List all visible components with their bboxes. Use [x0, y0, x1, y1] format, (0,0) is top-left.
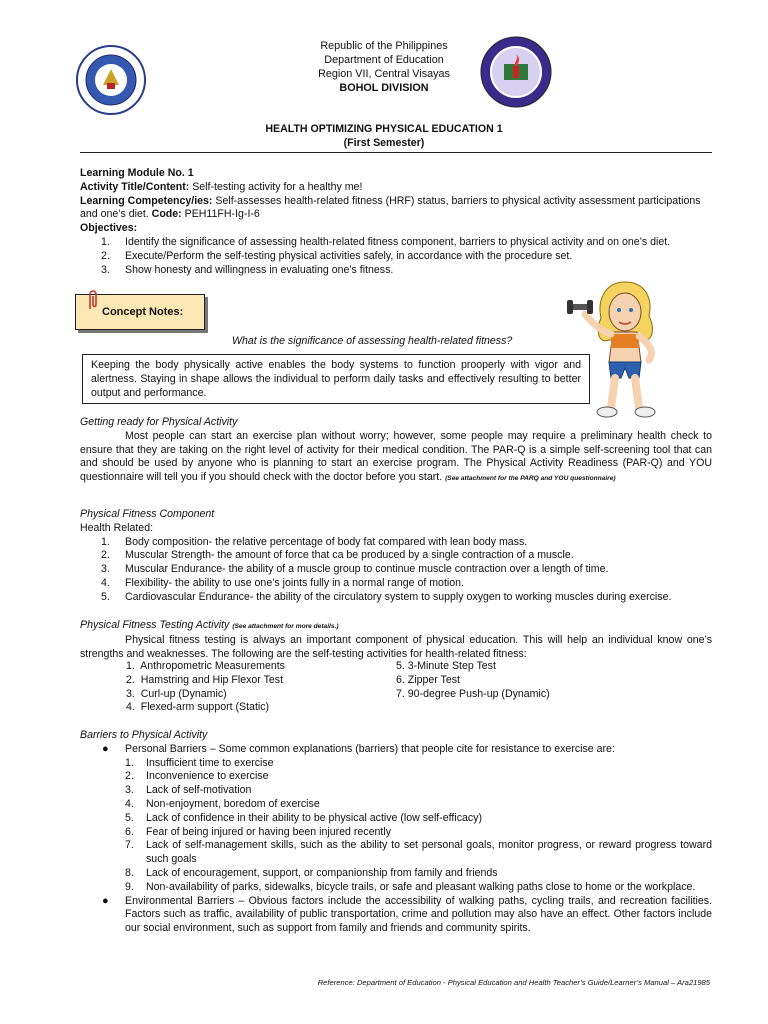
barrier-item: 2. Inconvenience to exercise — [125, 770, 269, 783]
barriers-heading: Barriers to Physical Activity — [80, 729, 208, 741]
testing-item: 1. Anthropometric Measurements — [126, 660, 285, 672]
testing-heading-line — [80, 619, 712, 634]
testing-item: 5. 3-Minute Step Test — [396, 660, 496, 672]
competency-value: Self-assesses health-related fitness (HRF) status, barriers to physical activity assessment participations and one’s diet. — [80, 194, 701, 221]
header-republic: Republic of the Philippines — [320, 40, 448, 52]
testing-paragraph: Physical fitness testing is always an important component of physical education. This will help an individual know one’s strengths and weaknesses. The following are the self-testing activities for health-related fitness: — [80, 633, 712, 660]
competency-label: Learning Competency/ies: — [80, 194, 213, 207]
getting-ready-heading: Getting ready for Physical Activity — [80, 416, 238, 428]
objective-item: 1. Identify the significance of assessing health-related fitness component, barriers to physical activity and on one’s diet. — [101, 235, 671, 248]
header-division: BOHOL DIVISION — [339, 82, 429, 94]
testing-activity-section — [80, 619, 712, 661]
footer-reference: Reference: Department of Education - Physical Education and Health Teacher’s Guide/Learner’s Manual – Ara21985 — [317, 978, 710, 987]
concept-question: What is the significance of assessing health-related fitness? — [232, 335, 513, 347]
environmental-barriers-item — [80, 895, 712, 936]
concept-box — [82, 354, 590, 404]
testing-item: 2. Hamstring and Hip Flexor Test — [126, 673, 284, 686]
activity-label: Activity Title/Content: — [80, 180, 190, 193]
concept-notes-label: Concept Notes: — [102, 306, 184, 318]
code-label: Code: — [148, 208, 182, 221]
module-info — [80, 167, 712, 277]
barrier-item: 8. Lack of encouragement, support, or companionship from family and friends — [125, 866, 498, 879]
getting-ready-section — [80, 416, 712, 486]
module-number: Learning Module No. 1 — [80, 167, 194, 179]
fitness-component-list — [80, 536, 712, 605]
bullet-icon: ● — [102, 742, 109, 755]
component-item: 2. Muscular Strength- the amount of force that ca be produced by a single contraction of a muscle. — [101, 549, 574, 562]
testing-item: 6. Zipper Test — [396, 673, 460, 686]
testing-list-left — [126, 660, 285, 715]
concept-box-text: Keeping the body physically active enables the body systems to function prooperly with vigor and alertness. Staying in shape allows the individual to perform daily tasks and effectively resulting to better output and performance. — [91, 359, 581, 399]
bullet-icon: ● — [102, 894, 109, 907]
competency-line — [80, 195, 712, 223]
health-related-label: Health Related: — [80, 521, 154, 534]
objectives-label: Objectives: — [80, 222, 138, 235]
testing-attachment-note: (See attachment for more details.) — [232, 623, 339, 630]
barrier-item: 6. Fear of being injured or having been injured recently — [125, 825, 391, 838]
semester-label: (First Semester) — [343, 137, 425, 149]
header-region: Region VII, Central Visayas — [318, 68, 450, 80]
objective-item: 2. Execute/Perform the self-testing physical activities safely, in accordance with the procedure set. — [101, 249, 573, 262]
barrier-item: 4. Non-enjoyment, boredom of exercise — [125, 797, 320, 810]
component-item: 1. Body composition- the relative percentage of body fat compared with lean body mass. — [101, 535, 528, 548]
activity-line — [80, 181, 712, 195]
barrier-item: 1. Insufficient time to exercise — [125, 756, 274, 769]
barriers-list — [80, 743, 712, 936]
environmental-barriers-text: Environmental Barriers – Obvious factors include the accessibility of walking paths, cycling trails, and recreation facilities. Factors such as traffic, availability of public transportation, crime and pollution may also have an effect. Other factors include our social environment, such as support from family and friends and community spirits. — [125, 894, 712, 935]
activity-value: Self-testing activity for a healthy me! — [189, 180, 363, 193]
component-item: 5. Cardiovascular Endurance- the ability of the circulatory system to supply oxygen to working muscles during exercise. — [101, 590, 672, 603]
parq-attachment-note: (See attachment for the PARQ and YOU questionnaire) — [445, 475, 616, 483]
getting-ready-paragraph: Most people can start an exercise plan without worry; however, some people may require a preliminary health check to ensure that they are taking on the right level of activity for their medical condition. The PAR-Q is a simple self-screening tool that can and should be used by anyone who is planning to start an exercise program. The Physical Activity Readiness (PAR-Q) and YOU questionnaire will tell you if you should check with the doctor before you start. (See attachment for the PARQ and YOU questionnaire) — [80, 429, 712, 484]
testing-heading: Physical Fitness Testing Activity — [80, 619, 230, 631]
header-department: Department of Education — [324, 54, 444, 66]
page-title: HEALTH OPTIMIZING PHYSICAL EDUCATION 1 — [265, 123, 503, 135]
paperclip-icon — [86, 289, 100, 311]
fitness-component-section — [80, 508, 712, 605]
testing-list-right — [396, 660, 550, 701]
component-item: 3. Muscular Endurance- the ability of a muscle group to continue muscle contraction over a length of time. — [101, 563, 609, 576]
barrier-item: 3. Lack of self-motivation — [125, 784, 252, 797]
barrier-item: 5. Lack of confidence in their ability to be physical active (low self-efficacy) — [125, 811, 483, 824]
barrier-item: 9. Non-availability of parks, sidewalks, bicycle trails, or safe and pleasant walking paths close to home or the workplace. — [125, 880, 696, 893]
fitness-component-heading: Physical Fitness Component — [80, 508, 215, 520]
personal-barriers-sublist — [80, 757, 712, 895]
testing-item: 7. 90-degree Push-up (Dynamic) — [396, 687, 550, 700]
barrier-item: 7. Lack of self-management skills, such as the ability to set personal goals, monitor progress, or reward progress toward such goals — [125, 839, 712, 866]
barriers-section — [80, 729, 712, 936]
concept-notes-tag — [75, 294, 205, 330]
personal-barriers-item — [80, 743, 712, 895]
personal-barriers-text: Personal Barriers – Some common explanations (barriers) that people cite for resistance to exercise are: — [125, 742, 615, 755]
code-value: PEH11FH-Ig-I-6 — [181, 208, 260, 221]
header-rule — [80, 152, 712, 153]
component-item: 4. Flexibility- the ability to use one’s joints fully in a normal range of motion. — [101, 576, 464, 589]
objective-item: 3. Show honesty and willingness in evaluating one’s fitness. — [101, 263, 394, 276]
testing-item: 3. Curl-up (Dynamic) — [126, 687, 227, 700]
testing-item: 4. Flexed-arm support (Static) — [126, 701, 270, 714]
